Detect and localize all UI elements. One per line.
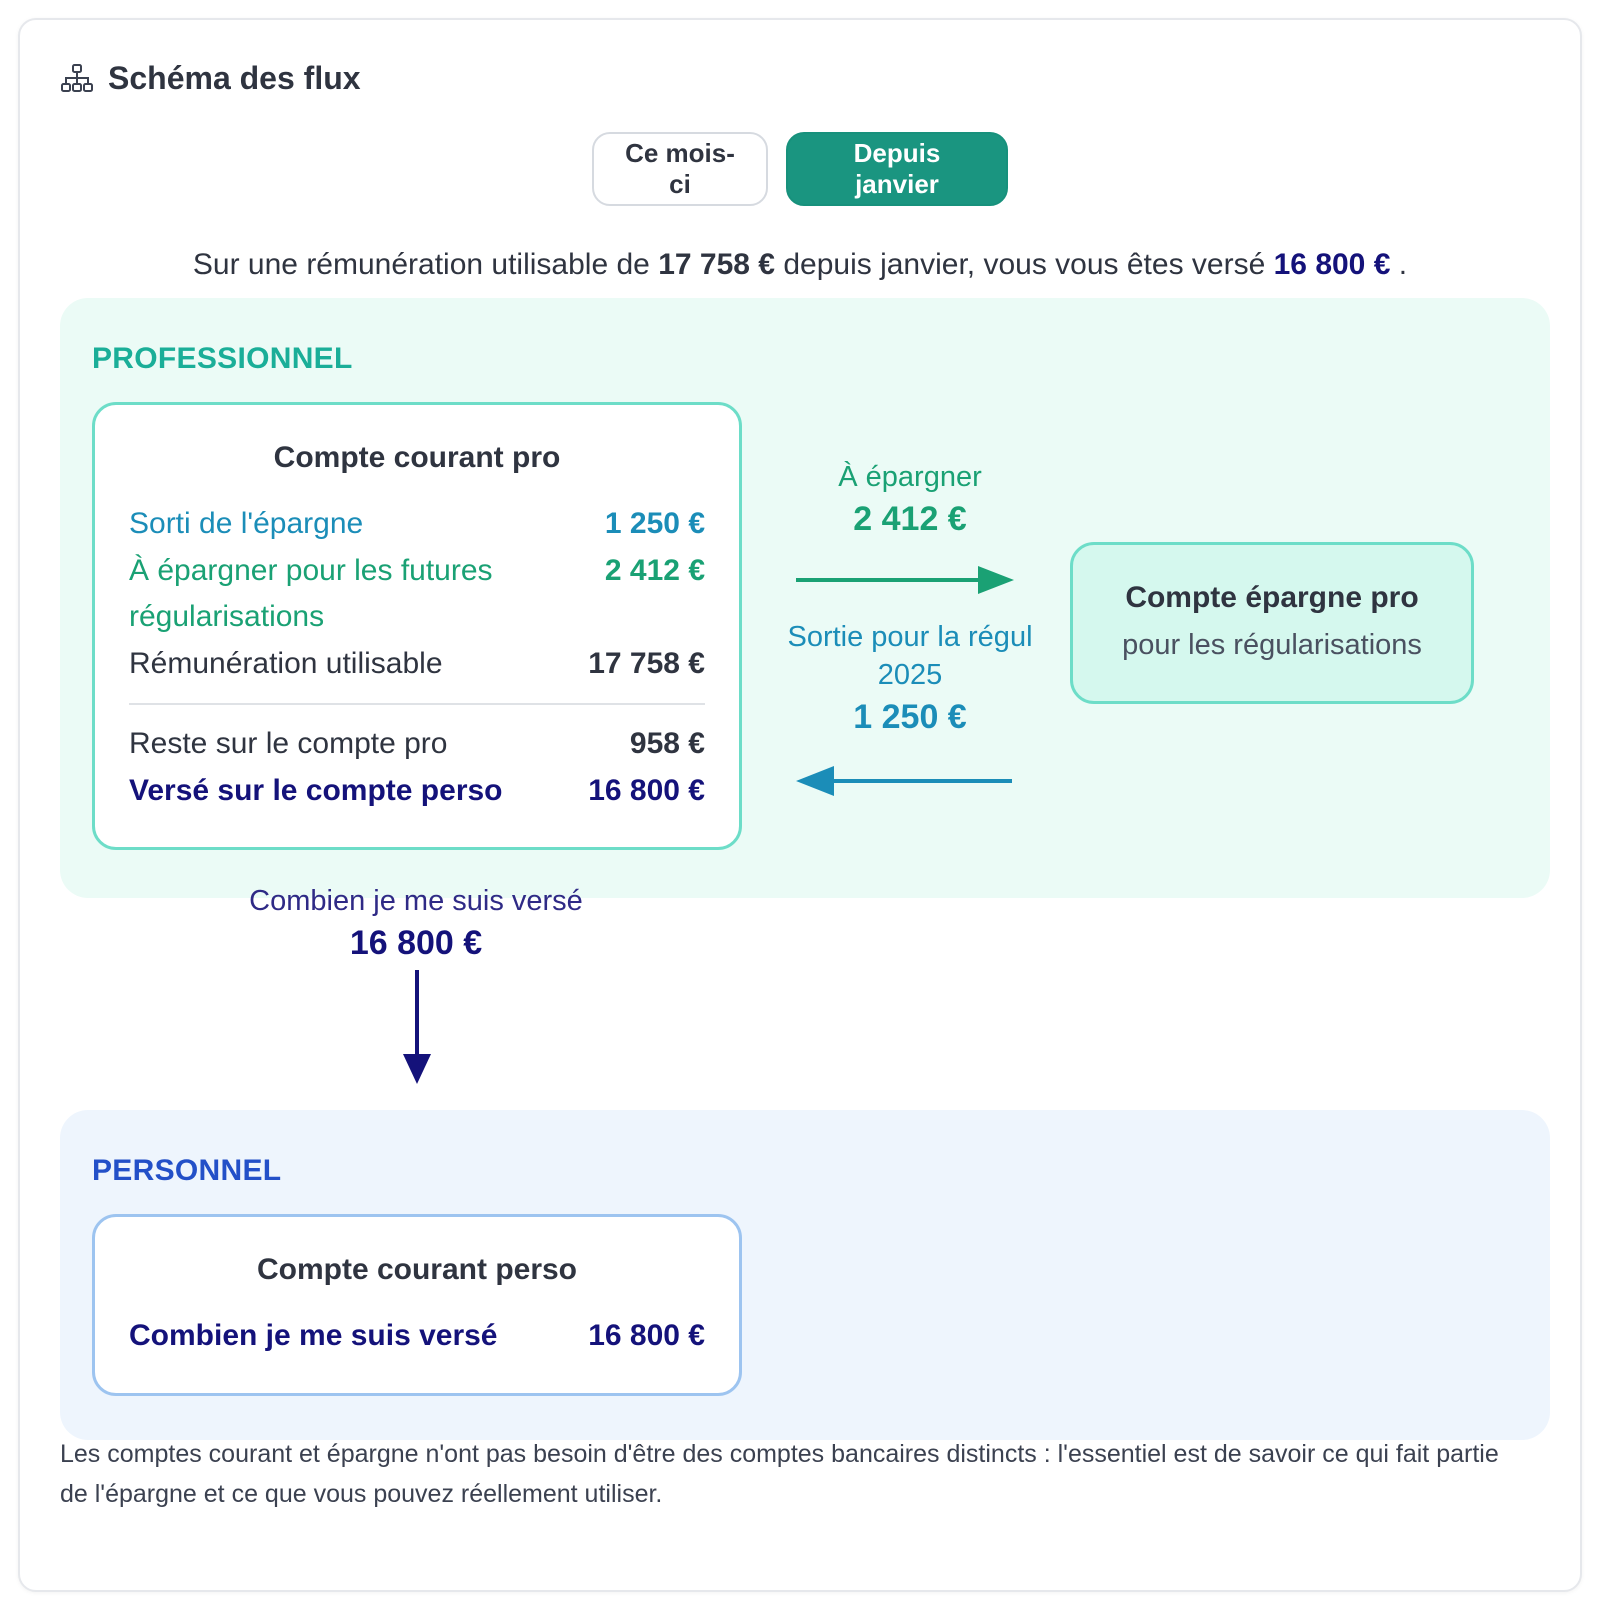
flow-diagram-card xyxy=(18,18,1582,1592)
transfer-amount: 16 800 € xyxy=(349,924,483,962)
flow-from-savings-amount: 1 250 € xyxy=(853,698,967,736)
pro-savings-account-box xyxy=(1070,542,1474,704)
row-label: À épargner pour les futures régularisations xyxy=(129,554,493,633)
flow-from-savings-text-1: Sortie pour la régul xyxy=(787,621,1033,653)
row-label: Reste sur le compte pro xyxy=(129,727,448,760)
row-value: 1 250 € xyxy=(604,507,705,540)
sitemap-icon xyxy=(60,62,94,96)
row-to-save xyxy=(129,548,705,640)
perso-section-label: PERSONNEL xyxy=(92,1154,282,1187)
pro-section xyxy=(60,298,1550,898)
pro-current-account-title: Compte courant pro xyxy=(273,441,561,474)
row-value: 16 800 € xyxy=(588,774,705,807)
row-usable-pay xyxy=(129,641,705,687)
this-month-button[interactable]: Ce mois-ci xyxy=(592,132,768,206)
footnote: Les comptes courant et épargne n'ont pas besoin d'être des comptes bancaires distincts : l'essentiel est de savoir ce qui fait partie de l'épargne et ce que vous pouvez réellement utiliser. xyxy=(60,1440,1499,1508)
card-title: Schéma des flux xyxy=(108,60,361,96)
pro-section-label: PROFESSIONNEL xyxy=(92,342,353,375)
flow-from-savings-label xyxy=(760,618,1060,736)
row-remaining-pro xyxy=(129,721,705,767)
flow-to-savings-label xyxy=(780,458,1040,538)
row-label: Combien je me suis versé xyxy=(129,1319,498,1352)
row-value: 16 800 € xyxy=(588,1319,705,1352)
row-from-savings xyxy=(129,501,705,547)
summary-text xyxy=(20,248,1580,282)
summary-middle: depuis janvier, vous vous êtes versé xyxy=(783,248,1266,281)
flow-to-savings-text: À épargner xyxy=(838,461,982,493)
summary-prefix: Sur une rémunération utilisable de xyxy=(192,248,650,281)
row-label: Rémunération utilisable xyxy=(129,647,443,680)
perso-section xyxy=(60,1110,1550,1440)
perso-current-account-box xyxy=(92,1214,742,1396)
period-toggle xyxy=(20,132,1580,206)
flow-to-savings-amount: 2 412 € xyxy=(853,500,967,538)
arrow-left-icon xyxy=(796,764,1016,798)
row-label: Versé sur le compte perso xyxy=(129,774,503,807)
pro-current-account-box xyxy=(92,402,742,850)
pro-savings-account-subtitle: pour les régularisations xyxy=(1122,629,1422,661)
transfer-label xyxy=(206,882,626,962)
row-value: 2 412 € xyxy=(604,554,705,587)
row-value: 958 € xyxy=(629,727,705,760)
transfer-text: Combien je me suis versé xyxy=(249,885,583,917)
pro-savings-account-title: Compte épargne pro xyxy=(1125,581,1419,614)
arrow-right-icon xyxy=(796,564,1016,596)
row-label: Sorti de l'épargne xyxy=(129,507,364,540)
row-value: 17 758 € xyxy=(588,647,705,680)
summary-usable-amount: 17 758 € xyxy=(658,248,775,281)
divider xyxy=(129,703,705,705)
perso-current-account-title: Compte courant perso xyxy=(256,1253,578,1286)
card-header xyxy=(60,60,361,97)
flow-from-savings-text-2: 2025 xyxy=(877,659,943,691)
row-paid-perso xyxy=(129,768,705,814)
summary-paid-amount: 16 800 € xyxy=(1273,248,1391,281)
summary-suffix: . xyxy=(1398,248,1408,281)
row-paid-to-self xyxy=(129,1313,705,1359)
since-january-button[interactable]: Depuis janvier xyxy=(786,132,1008,206)
arrow-down-icon xyxy=(402,970,432,1086)
